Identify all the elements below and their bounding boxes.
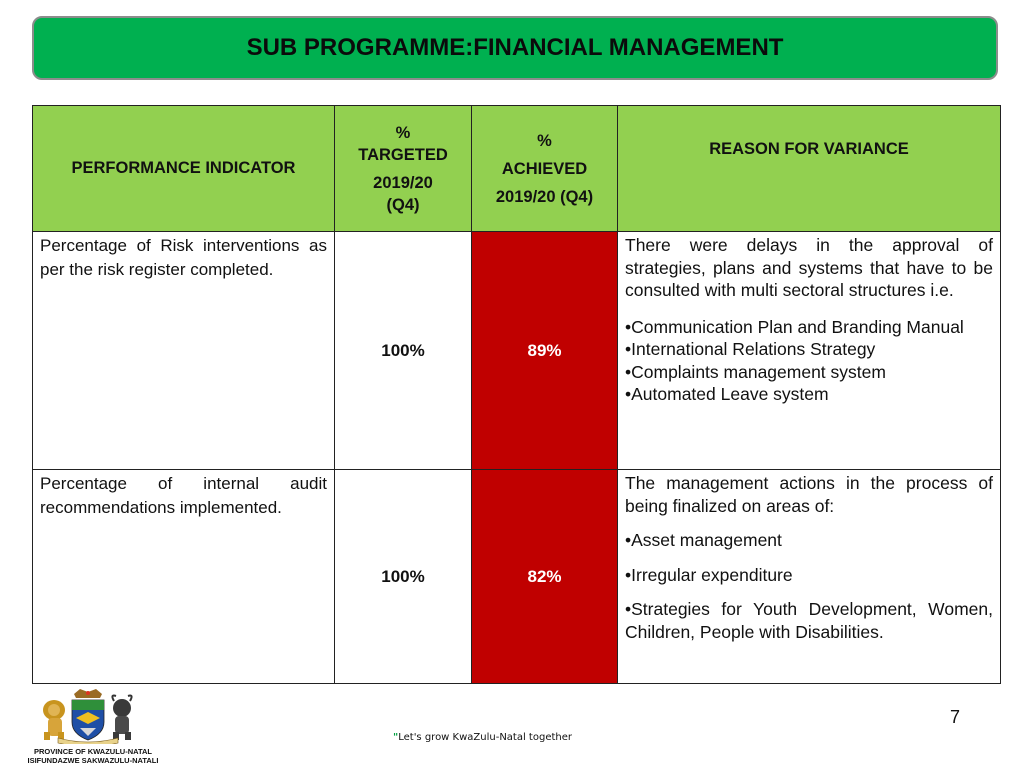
table-header-row [33,106,1001,232]
reason-item: •Strategies for Youth Development, Women, Children, People with Disabilities. [625,599,993,642]
header-achieved-label: ACHIEVED [501,159,588,178]
province-line-english: PROVINCE OF KWAZULU-NATAL [33,747,153,756]
shield-icon [72,700,104,740]
achieved-cell: 82% [472,470,618,684]
header-targeted-label: TARGETED [358,145,448,164]
indicator-cell: Percentage of Risk interventions as per the risk register completed. [33,232,335,470]
targeted-cell: 100% [335,470,472,684]
crown-icon [74,689,102,698]
reason-item: •Automated Leave system [625,384,829,404]
tagline-quote: " [393,732,399,743]
lion-icon [43,700,65,740]
reason-item: •International Relations Strategy [625,339,876,359]
province-line-zulu: ISIFUNDAZWE SAKWAZULU-NATALI [27,755,159,765]
table-row [33,232,1001,470]
achieved-cell: 89% [472,232,618,470]
performance-table [32,105,1001,684]
page-title: SUB PROGRAMME:FINANCIAL MANAGEMENT [246,34,784,61]
header-targeted-year: 2019/20 [373,173,433,192]
header-targeted [335,106,472,232]
header-performance-indicator: PERFORMANCE INDICATOR [33,106,335,232]
footer-tagline [393,732,572,743]
header-targeted-percent: % [395,123,411,142]
header-achieved-period: 2019/20 (Q4) [495,187,594,206]
wildebeest-icon [112,696,131,740]
reason-item: •Asset management [625,530,782,550]
title-banner [32,16,998,80]
reason-item: •Communication Plan and Branding Manual [625,316,964,337]
reason-cell [618,470,1001,684]
header-reason-for-variance: REASON FOR VARIANCE [618,106,1001,232]
province-name [18,748,168,765]
tagline-text: Let's grow KwaZulu-Natal together [398,732,572,743]
reason-item: •Complaints management system [625,361,886,382]
reason-intro: The management actions in the process of being finalized on areas of: [625,473,993,516]
reason-cell [618,232,1001,470]
targeted-cell: 100% [335,232,472,470]
header-targeted-quarter: (Q4) [386,195,420,214]
reason-item: •Irregular expenditure [625,564,793,585]
page-number: 7 [950,707,961,727]
indicator-cell: Percentage of internal audit recommendations implemented. [33,470,335,684]
coat-of-arms-logo [36,688,140,744]
header-achieved-percent: % [537,131,552,150]
reason-intro: There were delays in the approval of strategies, plans and systems that have to be consulted with multi sectoral structures i.e. [625,235,993,300]
table-row [33,470,1001,684]
header-achieved [472,106,618,232]
